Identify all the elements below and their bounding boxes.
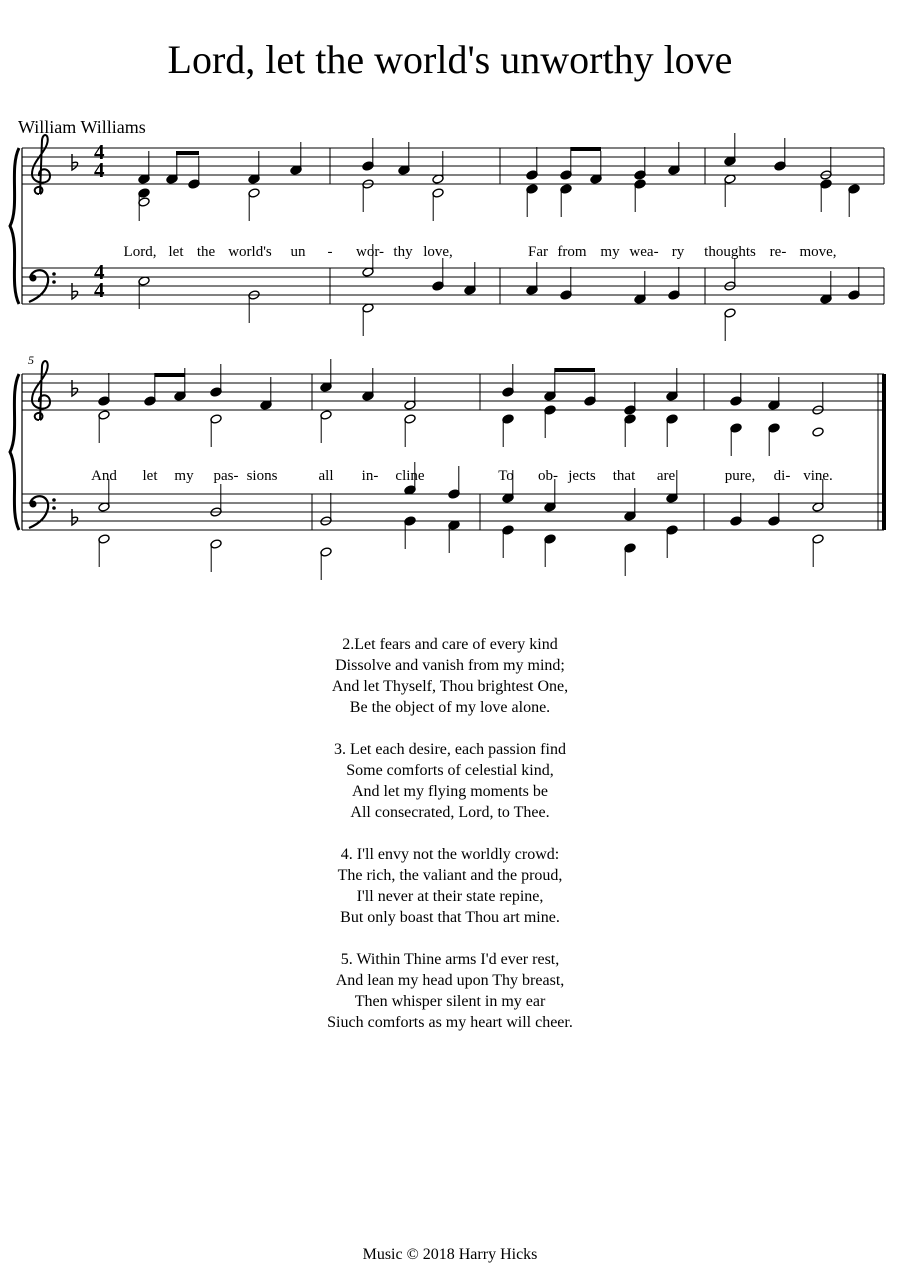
quarter-note: [210, 387, 222, 397]
verse-3: [0, 739, 900, 823]
quarter-note: [502, 414, 514, 424]
quarter-note: [848, 290, 860, 300]
lyric-syllable: And: [91, 468, 117, 484]
verse-line: And let Thyself, Thou brightest One,: [331, 678, 569, 695]
time-signature: 4: [94, 140, 105, 164]
lyric-syllable: thoughts: [704, 244, 756, 260]
quarter-note: [624, 414, 636, 424]
flat-icon: [72, 380, 78, 396]
system-brace: [10, 374, 19, 530]
sheet-music: [0, 0, 900, 600]
bass-clef-dot: [30, 275, 37, 282]
quarter-note: [730, 396, 742, 406]
lyric-syllable: vine.: [803, 468, 833, 484]
quarter-note: [544, 405, 556, 415]
verse-line: But only boast that Thou art mine.: [340, 909, 560, 926]
half-note: [98, 410, 110, 420]
quarter-note: [730, 516, 742, 526]
lyric-syllable: un: [290, 244, 306, 260]
lyric-syllable: Lord,: [123, 244, 157, 260]
quarter-note: [560, 184, 572, 194]
bass-clef-dot: [52, 498, 56, 502]
verse-line: 4. I'll envy not the worldly crowd:: [340, 846, 560, 863]
half-note: [724, 308, 736, 318]
quarter-note: [584, 396, 596, 406]
treble-clef-icon: [32, 361, 50, 420]
quarter-note: [560, 170, 572, 180]
lyric-syllable: move,: [799, 244, 837, 260]
system-brace: [10, 148, 19, 304]
verse-line: 3. Let each desire, each passion find: [334, 741, 566, 758]
half-note: [98, 534, 110, 544]
quarter-note: [666, 414, 678, 424]
verse-line: And let my flying moments be: [352, 783, 548, 800]
quarter-note: [526, 170, 538, 180]
treble-staff-1: [22, 148, 884, 184]
half-note: [320, 410, 332, 420]
verse-line: Some comforts of celestial kind,: [346, 762, 554, 779]
quarter-note: [362, 161, 374, 171]
quarter-note: [432, 281, 444, 291]
half-note: [210, 539, 222, 549]
lyric-syllable: let: [142, 468, 158, 484]
lyric-syllable: are: [656, 468, 676, 484]
lyric-syllable: that: [612, 468, 636, 484]
lyric-syllable: pas-: [213, 468, 239, 484]
quarter-note: [502, 387, 514, 397]
quarter-note: [560, 290, 572, 300]
author-credit: William Williams: [18, 117, 146, 137]
half-note: [320, 547, 332, 557]
hymn-title: Lord, let the world's unworthy love: [167, 37, 733, 82]
lyric-syllable: my: [600, 244, 620, 260]
quarter-note: [188, 179, 200, 189]
quarter-note: [774, 161, 786, 171]
time-signature: 4: [94, 158, 105, 182]
bass-staff-1: [22, 268, 884, 304]
bass-clef-dot: [52, 506, 56, 510]
half-note: [210, 414, 222, 424]
lyric-syllable: cline: [395, 468, 425, 484]
verse-line: 2.Let fears and care of every kind: [342, 636, 558, 653]
lyric-syllable: jects: [568, 468, 596, 484]
lyric-syllable: the: [196, 244, 216, 260]
bass-clef-dot: [30, 501, 37, 508]
flat-icon: [72, 509, 78, 525]
verse-line: 5. Within Thine arms I'd ever rest,: [340, 951, 560, 968]
quarter-note: [624, 405, 636, 415]
verse-2: [0, 634, 900, 718]
verse-5: [0, 949, 900, 1033]
lyric-syllable: ob-: [538, 468, 558, 484]
verse-line: Dissolve and vanish from my mind;: [335, 657, 565, 674]
quarter-note: [768, 423, 780, 433]
lyric-syllable: wea-: [629, 244, 659, 260]
treble-clef-icon: [32, 135, 50, 194]
lyric-syllable: Far: [528, 244, 548, 260]
lyric-syllable: pure,: [724, 468, 756, 484]
quarter-note: [634, 179, 646, 189]
measure-number: 5: [28, 353, 34, 367]
lyric-syllable: re-: [769, 244, 787, 260]
half-note: [404, 414, 416, 424]
verse-line: Then whisper silent in my ear: [354, 993, 546, 1010]
verse-line: I'll never at their state repine,: [356, 888, 544, 905]
lyric-syllable: -: [327, 244, 333, 260]
flat-icon: [72, 283, 78, 299]
verse-4: [0, 844, 900, 928]
quarter-note: [666, 525, 678, 535]
quarter-note: [668, 290, 680, 300]
verse-line: Be the object of my love alone.: [349, 699, 551, 716]
flat-icon: [72, 154, 78, 170]
bass-clef-dot: [52, 280, 56, 284]
lyric-syllable: in-: [361, 468, 379, 484]
verses-block: [0, 634, 900, 1054]
verse-line: Siuch comforts as my heart will cheer.: [327, 1014, 573, 1031]
quarter-note: [634, 170, 646, 180]
lyric-syllable: ry: [671, 244, 685, 260]
lyric-syllable: my: [174, 468, 194, 484]
quarter-note: [448, 489, 460, 499]
quarter-note: [138, 188, 150, 198]
copyright-notice: Music © 2018 Harry Hicks: [362, 1246, 538, 1263]
verse-line: All consecrated, Lord, to Thee.: [350, 804, 550, 821]
half-note: [248, 188, 260, 198]
quarter-note: [848, 184, 860, 194]
lyric-syllable: di-: [773, 468, 791, 484]
quarter-note: [730, 423, 742, 433]
quarter-note: [144, 396, 156, 406]
lyric-syllable: To: [498, 468, 514, 484]
quarter-note: [768, 516, 780, 526]
half-note: [812, 427, 824, 437]
quarter-note: [502, 525, 514, 535]
quarter-note: [98, 396, 110, 406]
bass-clef-dot: [52, 272, 56, 276]
lyric-syllable: sions: [246, 468, 278, 484]
quarter-note: [624, 543, 636, 553]
time-signature: 4: [94, 278, 105, 302]
half-note: [812, 534, 824, 544]
time-signature: 4: [94, 260, 105, 284]
half-note: [432, 188, 444, 198]
lyric-syllable: all: [318, 468, 334, 484]
verse-line: The rich, the valiant and the proud,: [337, 867, 563, 884]
quarter-note: [544, 534, 556, 544]
lyric-syllable: from: [557, 244, 587, 260]
lyric-syllable: let: [168, 244, 184, 260]
lyric-syllable: world's: [228, 244, 272, 260]
quarter-note: [526, 184, 538, 194]
lyric-syllable: love,: [423, 244, 453, 260]
lyric-syllable: wor-: [355, 244, 385, 260]
verse-line: And lean my head upon Thy breast,: [335, 972, 565, 989]
quarter-note: [820, 179, 832, 189]
lyric-syllable: thy: [393, 244, 413, 260]
quarter-note: [404, 516, 416, 526]
half-note: [138, 197, 150, 207]
